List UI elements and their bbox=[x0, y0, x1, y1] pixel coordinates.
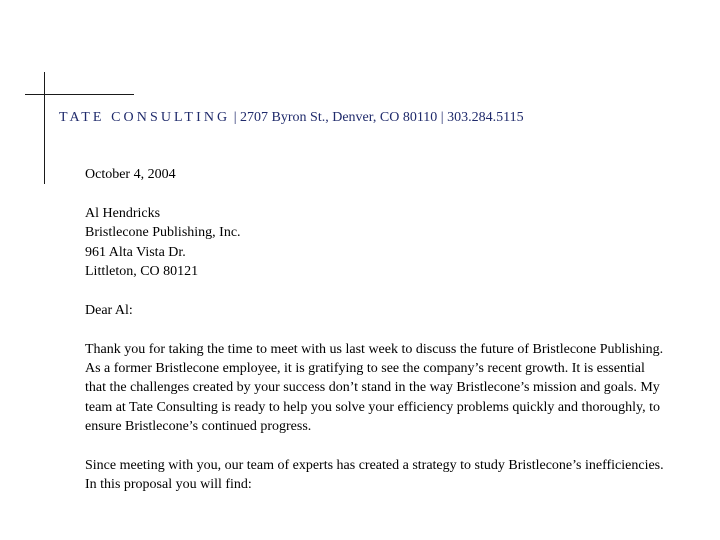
paragraph-1: Thank you for taking the time to meet with us last week to discuss the future of Bristlecone Publishing. As a former Bristlecone employee, it is gratifying to see the company’s recent growth. It is essential that the challenges created by your success don’t stand in the way Bristlecone’s mission and goals. My team at Tate Consulting is ready to help you solve your efficiency problems quickly and thoroughly, to ensure Bristlecone’s continued progress. bbox=[85, 341, 664, 435]
recipient-company: Bristlecone Publishing, Inc. bbox=[85, 225, 241, 241]
letter-body bbox=[85, 165, 665, 495]
letterhead bbox=[59, 110, 524, 126]
recipient-block bbox=[85, 204, 665, 282]
recipient-city: Littleton, CO 80121 bbox=[85, 264, 199, 280]
recipient-name: Al Hendricks bbox=[85, 205, 161, 221]
crop-mark-vertical bbox=[44, 72, 45, 184]
salutation: Dear Al: bbox=[85, 302, 133, 318]
letterhead-address: | 2707 Byron St., Denver, CO 80110 | 303.284.5115 bbox=[233, 110, 524, 125]
crop-mark-horizontal bbox=[25, 94, 134, 95]
paragraph-2: Since meeting with you, our team of experts has created a strategy to study Bristlecone’s inefficiencies. In this proposal you will find: bbox=[85, 458, 664, 493]
recipient-street: 961 Alta Vista Dr. bbox=[85, 244, 186, 260]
letterhead-company: TATE CONSULTING bbox=[59, 110, 231, 125]
letter-date: October 4, 2004 bbox=[85, 167, 176, 182]
